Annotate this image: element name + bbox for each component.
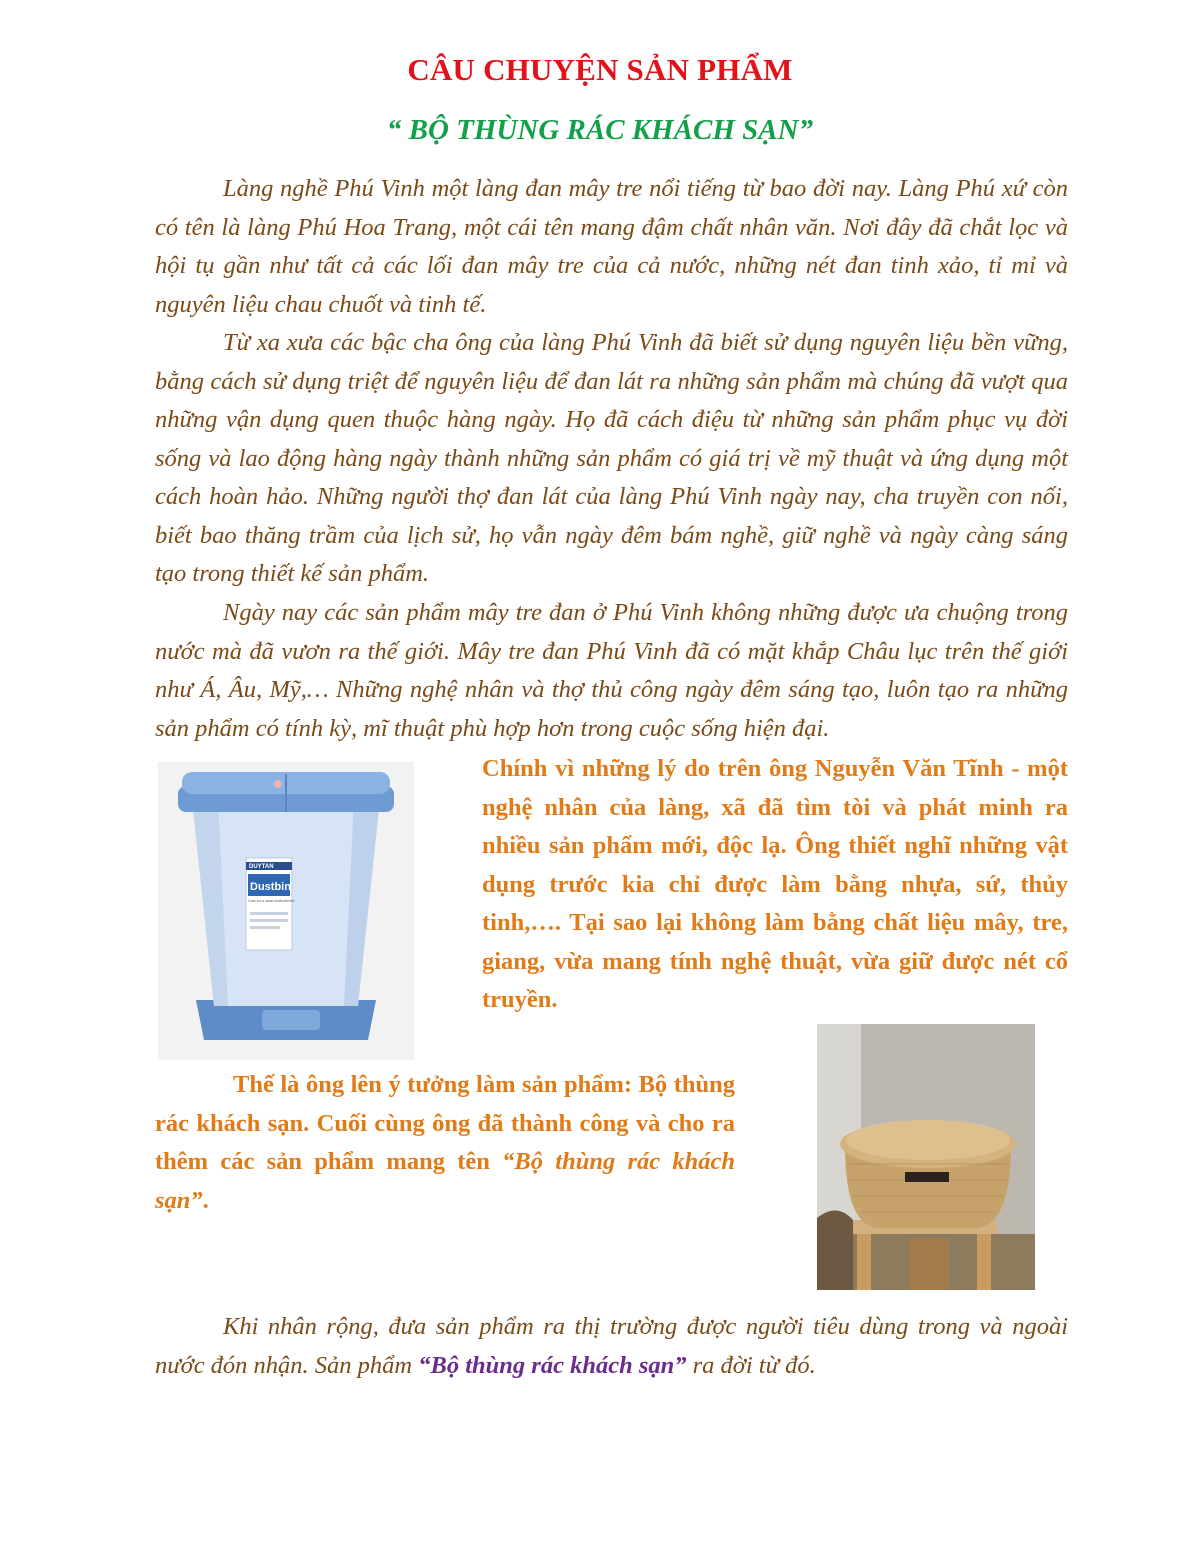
bin-tagline: Care for a clean environment	[248, 899, 295, 903]
paragraph-2: Từ xa xưa các bậc cha ông của làng Phú Vinh đã biết sử dụng nguyên liệu bền vững, bằng cách sử dụng triệt để nguyên liệu để đan lát ra những sản phẩm mà chúng đã vượt qua những vận dụng quen thuộc hàng ngày. Họ đã cách điệu từ những sản phẩm phục vụ đời sống và lao động hàng ngày thành những sản phẩm có giá trị về mỹ thuật và ứng dụng một cách hoàn hảo. Những người thợ đan lát của làng Phú Vinh ngày nay, cha truyền con nối, biết bao thăng trầm của lịch sử, họ vẫn ngày đêm bám nghề, giữ nghề và ngày càng sáng tạo trong thiết kế sản phẩm.	[155, 329, 1068, 587]
page-subtitle: “ BỘ THÙNG RÁC KHÁCH SẠN”	[386, 114, 814, 146]
idea-paragraph-product-name: “Bộ thùng rác khách sạn”	[155, 1148, 735, 1214]
closing-paragraph	[155, 1308, 1068, 1385]
idea-paragraph-lead: Thế là ông lên ý tưởng làm sản phẩm: Bộ thùng rác khách sạn. Cuối cùng ông đã thành công và cho ra thêm các sản phẩm mang tên	[155, 1071, 735, 1175]
idea-paragraph	[155, 1066, 735, 1220]
closing-paragraph-end: ra đời từ đó.	[686, 1351, 816, 1379]
closing-paragraph-product-name: “Bộ thùng rác khách sạn”	[418, 1351, 687, 1379]
rattan-basket-illustration	[817, 1024, 1035, 1290]
bin-brand-label: DUYTAN	[249, 864, 274, 870]
rattan-basket-photo	[817, 1024, 1035, 1290]
plastic-bin-photo	[158, 762, 414, 1060]
page-title: CÂU CHUYỆN SẢN PHẨM	[407, 52, 793, 87]
idea-paragraph-end: .	[202, 1186, 209, 1214]
inventor-paragraph: Chính vì những lý do trên ông Nguyễn Văn Tĩnh - một nghệ nhân của làng, xã đã tìm tòi và phát minh ra nhiều sản phẩm mới, độc lạ. Ông thiết nghĩ những vật dụng trước kia chỉ được làm bằng nhựa, sứ, thủy tinh,…. Tại sao lại không làm bằng chất liệu mây, tre, giang, vừa mang tính nghệ thuật, vừa giữ được nét cổ truyền.	[482, 755, 1068, 1013]
paragraph-1: Làng nghề Phú Vinh một làng đan mây tre nổi tiếng từ bao đời nay. Làng Phú xứ còn có tên là làng Phú Hoa Trang, một cái tên mang đậm chất nhân văn. Nơi đây đã chắt lọc và hội tụ gần như tất cả các lối đan mây tre của cả nước, những nét đan tinh xảo, tỉ mỉ và nguyên liệu chau chuốt và tinh tế.	[155, 175, 1068, 318]
closing-paragraph-lead: Khi nhân rộng, đưa sản phẩm ra thị trường được người tiêu dùng trong và ngoài nước đón nhận. Sản phẩm	[155, 1313, 1068, 1379]
paragraph-3: Ngày nay các sản phẩm mây tre đan ở Phú Vinh không những được ưa chuộng trong nước mà đã vươn ra thế giới. Mây tre đan Phú Vinh đã có mặt khắp Châu lục trên thế giới như Á, Âu, Mỹ,… Những nghệ nhân và thợ thủ công ngày đêm sáng tạo, luôn tạo ra những sản phẩm có tính kỳ, mĩ thuật phù hợp hơn trong cuộc sống hiện đại.	[155, 599, 1068, 742]
bin-product-label: Dustbin	[250, 881, 291, 893]
plastic-bin-illustration	[158, 762, 414, 1060]
